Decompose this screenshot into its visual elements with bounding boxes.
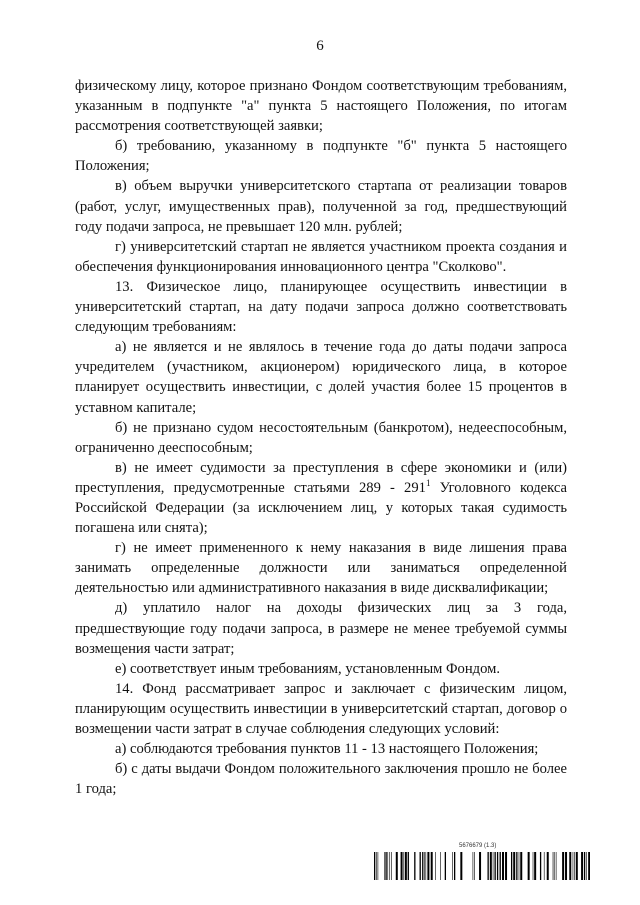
paragraph-text: Уголовного кодекса Российской Федерации (за исключением лиц, у которых такая судимость погашена или снята); xyxy=(75,479,567,537)
paragraph: 14. Фонд рассматривает запрос и заключает с физическим лицом, планирующим осуществить инвестиции в университетский стартап, договор о возмещении части затрат в случае соблюдения следующих условий: xyxy=(75,680,567,737)
paragraph: в) объем выручки университетского стартапа от реализации товаров (работ, услуг, имущественных прав), полученной за год, предшествующий году подачи запроса, не превышает 120 млн. рублей; xyxy=(75,178,567,235)
page-number: 6 xyxy=(316,38,324,54)
paragraph: е) соответствует иным требованиям, установленным Фондом. xyxy=(115,660,500,677)
paragraph-text: в) не имеет судимости за преступления в сфере экономики и (или) преступления, предусмотренные статьями 289 - 291 xyxy=(75,459,567,496)
paragraph: 13. Физическое лицо, планирующее осуществить инвестиции в университетский стартап, на дату подачи запроса должно соответствовать следующим требованиям: xyxy=(75,278,567,336)
paragraph: г) не имеет примененного к нему наказания в виде лишения права занимать определенные должности или заниматься определенной деятельностью или административного наказания в виде дисквалификации; xyxy=(75,540,567,597)
barcode xyxy=(374,852,590,880)
paragraph: г) университетский стартап не является участником проекта создания и обеспечения функционирования инновационного центра "Сколково". xyxy=(75,238,567,275)
paragraph: б) с даты выдачи Фондом положительного заключения прошло не более 1 года; xyxy=(75,761,567,798)
paragraph: б) требованию, указанному в подпункте "б" пункта 5 настоящего Положения; xyxy=(75,138,567,175)
document-body xyxy=(75,76,567,799)
superscript: 1 xyxy=(425,478,431,489)
paragraph: а) не является и не являлось в течение года до даты подачи запроса учредителем (участником, акционером) юридического лица, в которое планирует осуществить инвестиции, с долей участия более 15 процентов в уставном капитале; xyxy=(75,339,567,416)
paragraph: б) не признано судом несостоятельным (банкротом), недееспособным, ограниченно дееспособным; xyxy=(75,419,567,456)
paragraph: д) уплатило налог на доходы физических лиц за 3 года, предшествующие году подачи запроса, в размере не менее требуемой суммы возмещения части затрат; xyxy=(75,600,567,657)
paragraph: физическому лицу, которое признано Фондом соответствующим требованиям, указанным в подпункте "а" пункта 5 настоящего Положения, по итогам рассмотрения соответствующей заявки; xyxy=(75,78,567,135)
paragraph xyxy=(75,458,567,538)
paragraph: а) соблюдаются требования пунктов 11 - 13 настоящего Положения; xyxy=(115,741,539,758)
document-code: 5676679 (1.3) xyxy=(459,843,497,849)
